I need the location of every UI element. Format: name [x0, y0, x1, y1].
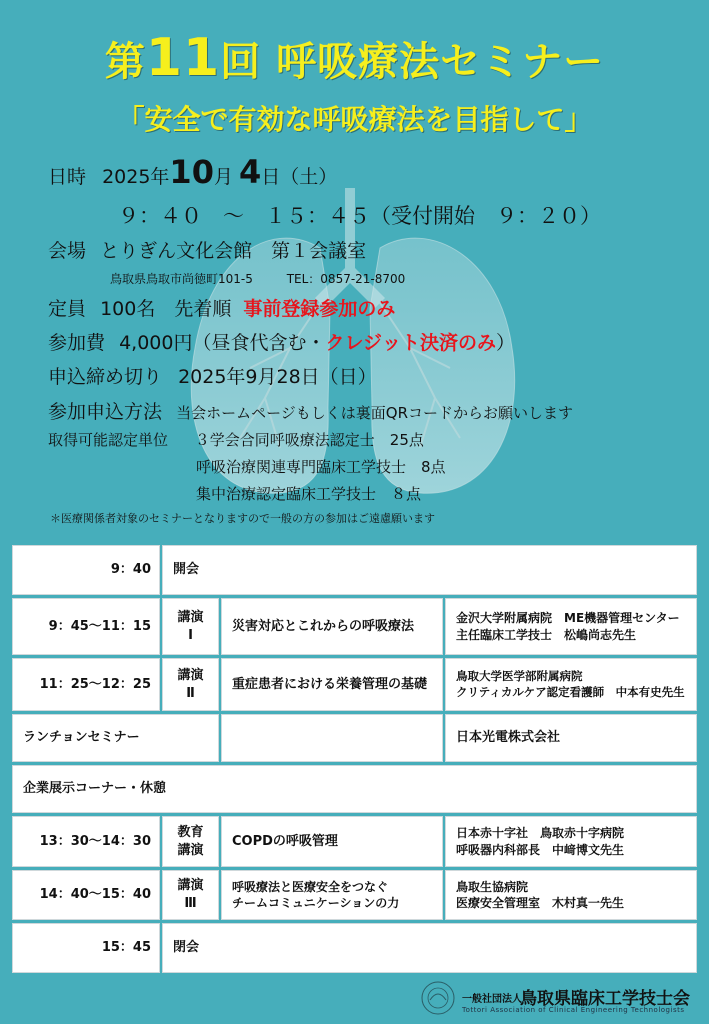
schedule-kind: 講演 Ⅲ: [162, 870, 219, 920]
schedule-time: 13：30～14：30: [12, 816, 160, 867]
schedule-kind: 講演 Ⅱ: [162, 658, 219, 711]
venue-label: 会場: [48, 240, 87, 262]
title-number: 11: [145, 28, 221, 88]
fee-line: [48, 328, 515, 355]
fee-highlight: クレジット決済のみ: [325, 332, 496, 354]
schedule-row: [12, 658, 697, 711]
schedule-time: 11：25～12：25: [12, 658, 160, 711]
credits-line: [48, 429, 424, 450]
schedule-time: 14：40～15：40: [12, 870, 160, 920]
seminar-title: [0, 28, 709, 88]
capacity-line: [48, 294, 395, 321]
capacity-label: 定員: [48, 298, 87, 320]
schedule-speaker: 金沢大学附属病院 ME機器管理センター 主任臨床工学技士 松嶋尚志先生: [445, 598, 697, 655]
schedule-empty-cell: [221, 714, 443, 762]
schedule-kind: 講演 Ⅰ: [162, 598, 219, 655]
schedule-row: [12, 714, 697, 762]
schedule-row: [12, 816, 697, 867]
capacity-text: 100名 先着順: [100, 298, 232, 320]
schedule-title: ランチョンセミナー: [12, 714, 219, 762]
credit-item: ３学会合同呼吸療法認定士 25点: [194, 431, 424, 449]
schedule-speaker: 鳥取大学医学部附属病院 クリティカルケア認定看護師 中本有史先生: [445, 658, 697, 711]
credit-item: 呼吸治療関連専門臨床工学技士 8点: [196, 458, 446, 476]
schedule-time: 9：45～11：15: [12, 598, 160, 655]
fee-close: ）: [496, 332, 516, 354]
venue-line: [48, 236, 366, 263]
schedule-title: 呼吸療法と医療安全をつなぐ チームコミュニケーションの力: [221, 870, 443, 920]
datetime-day: 4: [239, 153, 262, 191]
credits-label: 取得可能認定単位: [48, 431, 169, 449]
schedule-time: 9：40: [12, 545, 160, 595]
method-text: 当会ホームページもしくは裏面QRコードからお願いします: [176, 404, 573, 422]
credit-item: 集中治療認定臨床工学技士 ８点: [196, 485, 422, 503]
title-suffix: 回 呼吸療法セミナー: [220, 39, 605, 85]
datetime-month: 10: [169, 153, 214, 191]
datetime-line: [48, 153, 337, 191]
schedule-speaker: 日本赤十字社 鳥取赤十字病院 呼吸器内科部長 中﨑博文先生: [445, 816, 697, 867]
org-name: 鳥取県臨床工学技士会: [520, 989, 690, 1009]
org-english-name: Tottori Association of Clinical Engineering Technologists: [462, 1006, 685, 1014]
schedule-row: [12, 765, 697, 813]
schedule-title: 閉会: [162, 923, 697, 973]
datetime-time: ９：４０ ～ １５：４５（受付開始 ９：２０）: [118, 204, 601, 228]
venue-name: とりぎん文化会館 第１会議室: [100, 240, 367, 262]
deadline-label: 申込締め切り: [48, 366, 163, 388]
deadline-line: [48, 362, 377, 389]
schedule-title: 企業展示コーナー・休憩: [12, 765, 697, 813]
deadline-text: 2025年9月28日（日）: [178, 366, 377, 388]
method-label: 参加申込方法: [48, 401, 163, 423]
venue-address: 鳥取県鳥取市尚徳町101-5: [110, 272, 253, 286]
schedule-title: COPDの呼吸管理: [221, 816, 443, 867]
datetime-month-unit: 月: [213, 166, 233, 188]
method-line: [48, 397, 573, 424]
schedule-time: 15：45: [12, 923, 160, 973]
datetime-label: 日時: [48, 166, 87, 188]
schedule-row: [12, 545, 697, 595]
title-prefix: 第: [104, 39, 146, 85]
fee-label: 参加費: [48, 332, 106, 354]
schedule-title: 開会: [162, 545, 697, 595]
schedule-row: [12, 923, 697, 973]
schedule-kind: 教育 講演: [162, 816, 219, 867]
schedule-row: [12, 870, 697, 920]
schedule-row: [12, 598, 697, 655]
schedule-title: 重症患者における栄養管理の基礎: [221, 658, 443, 711]
capacity-highlight: 事前登録参加のみ: [243, 298, 396, 320]
schedule-speaker: 鳥取生協病院 医療安全管理室 木村真一先生: [445, 870, 697, 920]
venue-address-line: [110, 270, 405, 287]
schedule-speaker: 日本光電株式会社: [445, 714, 697, 762]
datetime-year: 2025年: [102, 166, 170, 188]
venue-tel: TEL：0857-21-8700: [286, 272, 406, 286]
seminar-subtitle: 「安全で有効な呼吸療法を目指して」: [116, 103, 593, 136]
association-logo-icon: [420, 980, 456, 1016]
schedule-title: 災害対応とこれからの呼吸療法: [221, 598, 443, 655]
org-prefix: 一般社団法人: [462, 994, 522, 1005]
datetime-day-unit: 日（土）: [261, 166, 338, 188]
attendance-note: ＊医療関係者対象のセミナーとなりますので一般の方の参加はご遠慮願います: [50, 512, 435, 525]
fee-text: 4,000円（昼食代含む・: [119, 332, 326, 354]
